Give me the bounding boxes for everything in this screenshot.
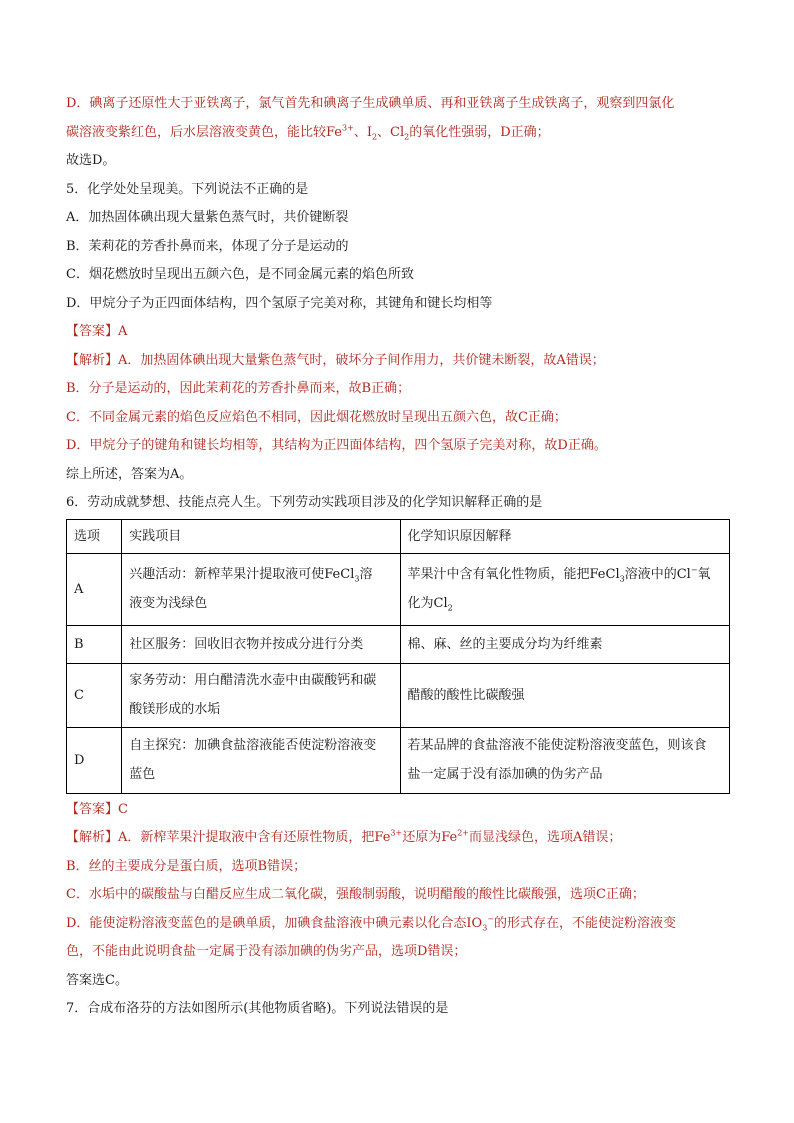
table-row-c	[67, 663, 730, 727]
q5-analysis-d: D．甲烷分子的键角和键长均相等，其结构为正四面体结构，四个氢原子完美对称，故D正确。	[66, 438, 607, 453]
q6-conclusion: 答案选C。	[66, 972, 128, 988]
document-page	[66, 90, 730, 1024]
table-header-row	[67, 519, 730, 553]
q5-option-a: A．加热固体碘出现大量紫色蒸气时，共价键断裂	[66, 210, 349, 225]
q5-conclusion: 综上所述，答案为A。	[66, 466, 193, 482]
q5-answer: 【答案】A	[66, 324, 128, 339]
q4-analysis-d-line2: 碳溶液变紫红色，后水层溶液变黄色，能比较$Fe^{3+}$、$I_2$、$Cl_2$的氧化性强弱，D正确；	[66, 123, 550, 142]
q5-option-c: C．烟花燃放时呈现出五颜六色，是不同金属元素的焰色所致	[66, 267, 414, 282]
row-c-label: C	[67, 663, 122, 727]
q6-analysis-d-line1: D．能使淀粉溶液变蓝色的是碘单质，加碘食盐溶液中碘元素以化合态$IO_3^-$的形式存在，不能使淀粉溶液变	[66, 914, 677, 933]
q5-option-d: D．甲烷分子为正四面体结构，四个氢原子完美对称，其键角和键长均相等	[66, 295, 493, 311]
row-b-explanation: 棉、麻、丝的主要成分均为纤维素	[400, 625, 730, 663]
q5-analysis-b: B．分子是运动的，因此茉莉花的芳香扑鼻而来，故B正确；	[66, 381, 411, 396]
q5-stem: 5．化学处处呈现美。下列说法不正确的是	[66, 181, 309, 197]
row-d-explanation: 若某品牌的食盐溶液不能使淀粉溶液变蓝色，则该食 盐一定属于没有添加碘的伪劣产品	[400, 727, 730, 793]
q7-stem: 7．合成布洛芬的方法如图所示(其他物质省略)。下列说法错误的是	[66, 1001, 449, 1016]
header-explanation: 化学知识原因解释	[400, 519, 730, 553]
row-b-practice: 社区服务：回收旧衣物并按成分进行分类	[122, 625, 400, 663]
table-row-b	[67, 625, 730, 663]
q4-analysis-d-line1: D．碘离子还原性大于亚铁离子，氯气首先和碘离子生成碘单质、再和亚铁离子生成铁离子，观察到四氯化	[66, 96, 675, 111]
q6-answer: 【答案】C	[66, 801, 128, 817]
row-a-label: A	[67, 553, 122, 625]
row-b-label: B	[67, 625, 122, 663]
q6-options-table	[66, 519, 730, 794]
row-a-explanation: 苹果汁中含有氧化性物质，能把FeCl$_3$溶液中的Cl−氧 化为$Cl_2$	[400, 553, 730, 625]
q4-conclusion: 故选D。	[66, 153, 116, 168]
row-c-explanation: 醋酸的酸性比碳酸强	[400, 663, 730, 727]
header-practice: 实践项目	[122, 519, 400, 553]
q6-analysis-b: B．丝的主要成分是蛋白质，选项B错误；	[66, 858, 307, 874]
q6-analysis-d-line2: 色，不能由此说明食盐一定属于没有添加碘的伪劣产品，选项D错误；	[66, 944, 467, 959]
header-option: 选项	[67, 519, 122, 553]
q5-option-b: B．茉莉花的芳香扑鼻而来，体现了分子是运动的	[66, 238, 349, 254]
row-d-practice: 自主探究：加碘食盐溶液能否使淀粉溶液变 蓝色	[122, 727, 400, 793]
row-a-practice: 兴趣活动：新榨苹果汁提取液可使FeCl$_3$溶 液变为浅绿色	[122, 553, 400, 625]
table-row-d	[67, 727, 730, 793]
row-c-practice: 家务劳动：用白醋清洗水壶中由碳酸钙和碳 酸镁形成的水垢	[122, 663, 400, 727]
q6-analysis-c: C．水垢中的碳酸盐与白醋反应生成二氧化碳，强酸制弱酸，说明醋酸的酸性比碳酸强，选项C正确；	[66, 887, 645, 902]
table-row-a	[67, 553, 730, 625]
row-d-label: D	[67, 727, 122, 793]
q5-analysis-c: C．不同金属元素的焰色反应焰色不相同，因此烟花燃放时呈现出五颜六色，故C正确；	[66, 409, 567, 425]
q6-analysis-a: 【解析】A．新榨苹果汁提取液中含有还原性物质，把$Fe^{3+}$还原为$Fe^{2+}$而显浅绿色，选项A错误；	[66, 828, 622, 845]
q6-stem: 6．劳动成就梦想、技能点亮人生。下列劳动实践项目涉及的化学知识解释正确的是	[66, 495, 543, 510]
q5-analysis-a: 【解析】A．加热固体碘出现大量紫色蒸气时，破坏分子间作用力，共价键未断裂，故A错误；	[66, 352, 605, 368]
